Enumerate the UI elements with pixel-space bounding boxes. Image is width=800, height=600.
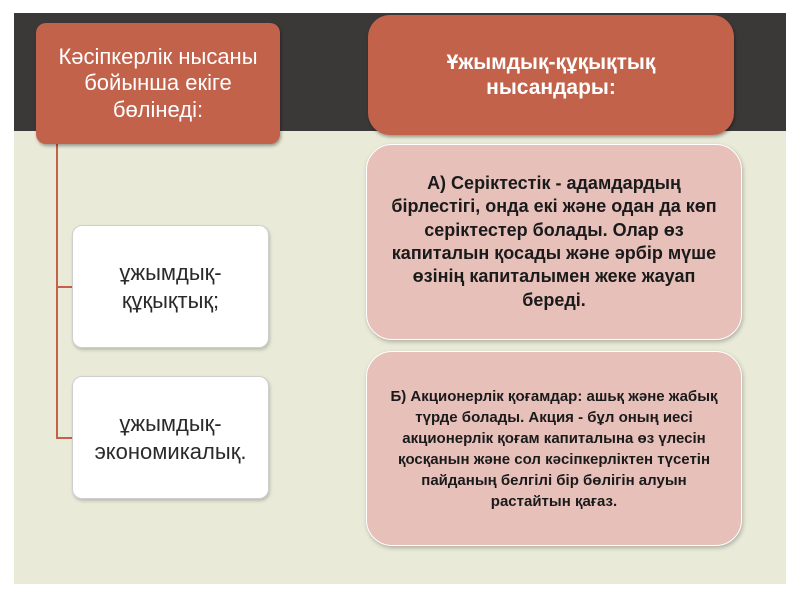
child-node-label: ұжымдық-құқықтық; [119,260,222,313]
connector-to-child-2 [56,437,72,439]
connector-to-child-1 [56,286,72,288]
right-header-node [368,15,734,135]
child-node-economic [72,376,269,499]
root-node [36,23,280,144]
connector-vertical [56,144,58,438]
child-node-legal [72,225,269,348]
joint-stock-text: Б) Акционерлік қоғамдар: ашьқ және жабық түрде болады. Акция - бұл оның иесі акционерлік қоғам капиталына өз үлесін қосқанын және сол кәсіпкерліктен түсетін пайданың белгілі бір бөлігін алуын растайтын қағаз. [390,387,718,510]
slide [14,0,786,584]
child-node-label: ұжымдық-экономикалық. [94,411,247,464]
partnership-text: А) Серіктестік - адамдардың бірлестігі, онда екі және одан да көп серіктестер болады. Олар өз капиталын қосады және әрбір мүше өзінің капиталымен жеке жауап береді. [391,172,717,310]
right-header-label: Ұжымдық-құқықтық нысандары: [446,50,656,99]
root-node-label: Кәсіпкерлік нысаны бойынша екіге бөлінеді: [58,43,258,122]
partnership-description [366,144,742,340]
joint-stock-description [366,351,742,546]
